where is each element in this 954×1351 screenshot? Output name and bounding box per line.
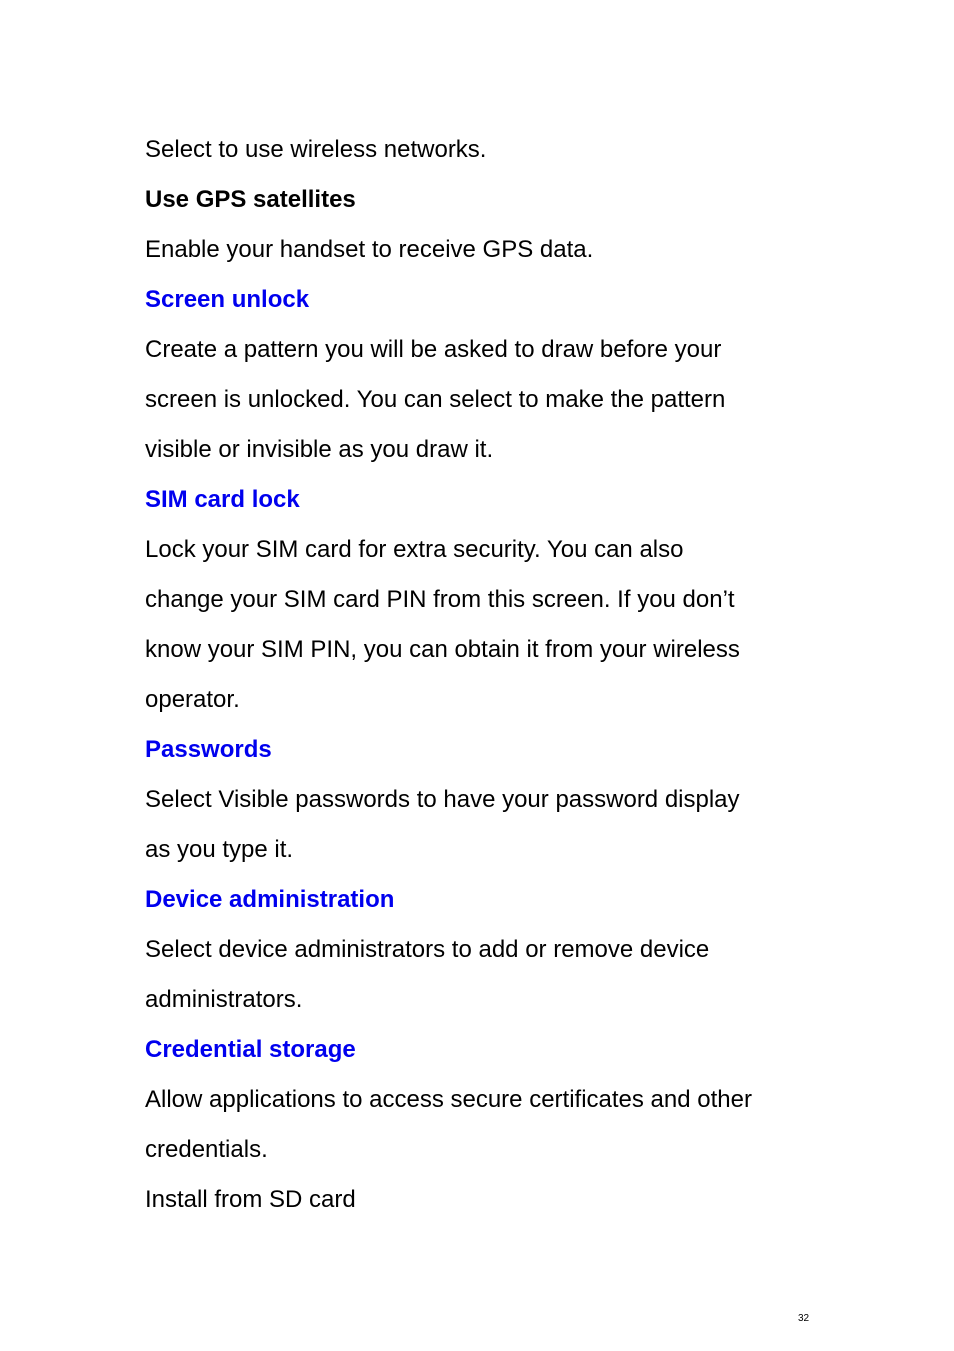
paragraph-screen-unlock-line-3: visible or invisible as you draw it.	[145, 436, 494, 463]
paragraph-device-admin-line-2: administrators.	[145, 986, 303, 1013]
paragraph-sim-lock-line-2: change your SIM card PIN from this screen. If you don’t	[145, 586, 735, 613]
paragraph-passwords-line-1: Select Visible passwords to have your password display	[145, 786, 740, 813]
paragraph-passwords-line-2: as you type it.	[145, 836, 294, 863]
paragraph-sim-lock-line-4: operator.	[145, 686, 240, 713]
document-page-content	[145, 125, 845, 1225]
heading-passwords: Passwords	[145, 736, 272, 763]
heading-sim-card-lock: SIM card lock	[145, 486, 300, 513]
heading-credential-storage: Credential storage	[145, 1036, 356, 1063]
paragraph-screen-unlock-line-1: Create a pattern you will be asked to draw before your	[145, 336, 722, 363]
paragraph-install-from-sd-card: Install from SD card	[145, 1186, 356, 1213]
paragraph-sim-lock-line-3: know your SIM PIN, you can obtain it from your wireless	[145, 636, 740, 663]
paragraph-credential-storage-line-2: credentials.	[145, 1136, 268, 1163]
heading-device-administration: Device administration	[145, 886, 395, 913]
heading-use-gps-satellites: Use GPS satellites	[145, 186, 356, 213]
paragraph-gps-description: Enable your handset to receive GPS data.	[145, 236, 594, 263]
paragraph-screen-unlock-line-2: screen is unlocked. You can select to make the pattern	[145, 386, 726, 413]
paragraph-device-admin-line-1: Select device administrators to add or remove device	[145, 936, 710, 963]
paragraph-wireless-networks: Select to use wireless networks.	[145, 136, 487, 163]
paragraph-sim-lock-line-1: Lock your SIM card for extra security. You can also	[145, 536, 684, 563]
paragraph-credential-storage-line-1: Allow applications to access secure certificates and other	[145, 1086, 752, 1113]
heading-screen-unlock: Screen unlock	[145, 286, 310, 313]
page-number: 32	[798, 1313, 810, 1324]
